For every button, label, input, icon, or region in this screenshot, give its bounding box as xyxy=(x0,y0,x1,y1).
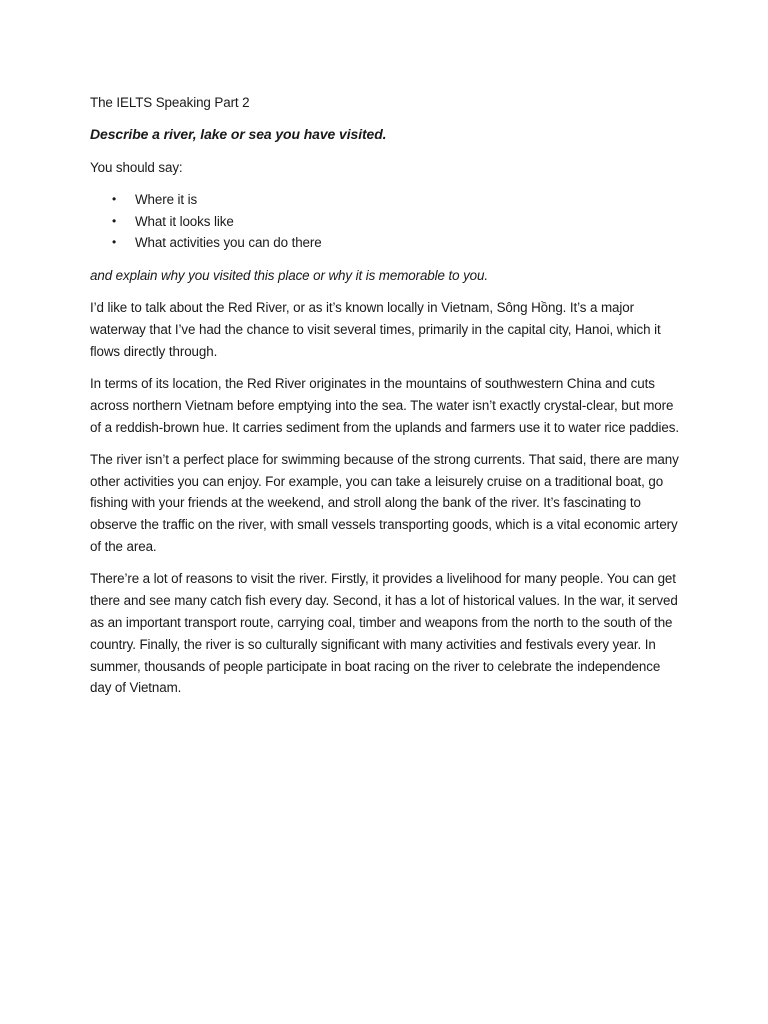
prompt-text: You should say: xyxy=(90,159,183,175)
body-paragraph: I’d like to talk about the Red River, or as it’s known locally in Vietnam, Sông Hồng. It’s a major waterway that I’ve had the chance to visit several times, primarily in the capital city, Hanoi, which it flows directly through. xyxy=(90,300,661,359)
bullet-icon: • xyxy=(112,191,117,206)
closing-prompt: and explain why you visited this place or why it is memorable to you. xyxy=(90,267,488,283)
document-title: The IELTS Speaking Part 2 xyxy=(90,95,250,110)
document-body xyxy=(90,92,682,710)
list-item xyxy=(90,189,682,211)
bullet-list xyxy=(90,189,682,254)
task-heading: Describe a river, lake or sea you have visited. xyxy=(90,126,387,143)
body-paragraph: In terms of its location, the Red River originates in the mountains of southwestern China and cuts across northern Vietnam before emptying into the sea. The water isn’t exactly crystal-clear, but more of a reddish-brown hue. It carries sediment from the uplands and farmers use it to water rice paddies. xyxy=(90,375,679,435)
body-paragraph: There’re a lot of reasons to visit the river. Firstly, it provides a livelihood for many people. You can get there and see many catch fish every day. Second, it has a lot of historical values. In the war, it served as an important transport route, carrying coal, timber and weapons from the north to the south of the country. Finally, the river is so culturally significant with many activities and festivals every year. In summer, thousands of people participate in boat racing on the river to celebrate the independence day of Vietnam. xyxy=(90,571,678,696)
list-item-text: Where it is xyxy=(135,191,198,207)
body-paragraph: The river isn’t a perfect place for swimming because of the strong currents. That said, there are many other activities you can enjoy. For example, you can take a leisurely cruise on a traditional boat, go fishing with your friends at the weekend, and stroll along the bank of the river. It’s fascinating to observe the traffic on the river, with small vessels transporting goods, which is a vital economic artery of the area. xyxy=(90,451,679,555)
list-item xyxy=(90,232,682,254)
list-item-text: What activities you can do there xyxy=(135,235,322,251)
bullet-icon: • xyxy=(112,235,117,250)
list-item xyxy=(90,211,682,233)
list-item-text: What it looks like xyxy=(135,213,234,229)
bullet-icon: • xyxy=(112,213,117,228)
